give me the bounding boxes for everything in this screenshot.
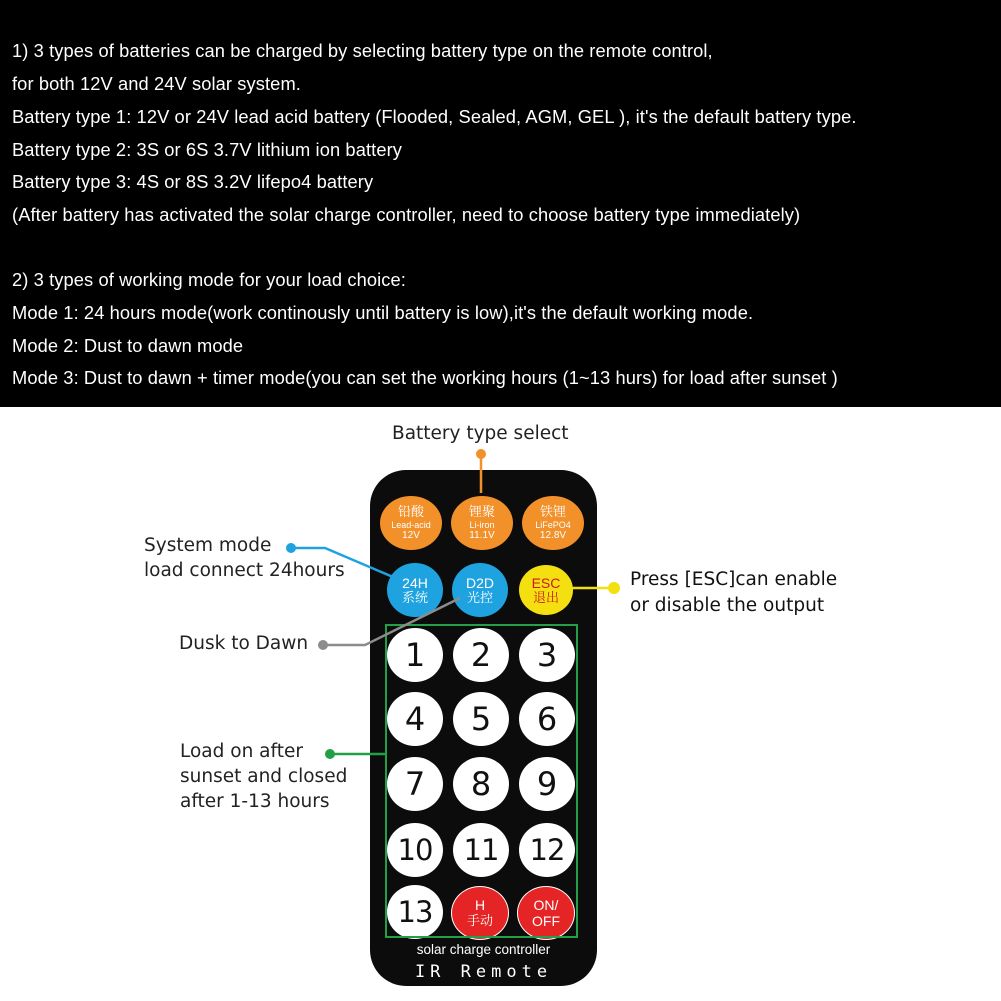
intro-line-2: for both 12V and 24V solar system. xyxy=(12,73,301,94)
lifepo4-button[interactable] xyxy=(522,496,584,550)
li-ion-cn-label: 锂聚 xyxy=(468,504,495,520)
instruction-panel xyxy=(0,0,1001,407)
number-button-11[interactable]: 11 xyxy=(453,823,509,877)
intro-line-1: 1) 3 types of batteries can be charged by selecting battery type on the remote control, xyxy=(12,40,713,61)
lead-acid-voltage: 12V xyxy=(402,529,420,541)
number-button-7[interactable]: 7 xyxy=(387,757,443,811)
number-button-4[interactable]: 4 xyxy=(387,692,443,746)
intro-line-5: Battery type 3: 4S or 8S 3.2V lifepo4 battery xyxy=(12,171,374,192)
esc-callout-line1: Press [ESC]can enable xyxy=(630,569,838,590)
remote-footer-title: IR Remote xyxy=(414,962,553,982)
lead-acid-en-label: Lead-acid xyxy=(391,519,431,530)
intro-line-3: Battery type 1: 12V or 24V lead acid battery (Flooded, Sealed, AGM, GEL ), it's the default battery type. xyxy=(12,106,857,127)
mode-24h-button[interactable] xyxy=(387,563,443,617)
number-button-10[interactable]: 10 xyxy=(387,823,443,877)
on-label: ON/ xyxy=(533,897,559,913)
number-button-1[interactable]: 1 xyxy=(387,628,443,682)
dusk-to-dawn-callout: Dusk to Dawn xyxy=(179,633,309,654)
hour-label: H xyxy=(474,897,486,913)
number-button-12[interactable]: 12 xyxy=(519,823,575,877)
li-ion-button[interactable] xyxy=(451,496,513,550)
mode-d2d-label: D2D xyxy=(465,574,494,591)
intro-line-10: Mode 3: Dust to dawn + timer mode(you can set the working hours (1~13 hurs) for load after sunset ) xyxy=(12,367,838,388)
battery-type-callout: Battery type select xyxy=(392,423,569,444)
li-ion-voltage: 11.1V xyxy=(469,529,495,541)
system-mode-callout-line1: System mode xyxy=(144,535,272,556)
li-ion-en-label: Li-iron xyxy=(469,519,495,530)
lifepo4-en-label: LiFePO4 xyxy=(535,519,571,530)
mode-24h-label: 24H xyxy=(402,574,428,591)
intro-line-4: Battery type 2: 3S or 6S 3.7V lithium ion battery xyxy=(12,139,403,160)
load-on-callout-line1: Load on after xyxy=(180,741,303,762)
esc-button[interactable] xyxy=(519,565,573,615)
esc-callout-line2: or disable the output xyxy=(630,595,825,616)
battery-leader-dot xyxy=(476,449,486,459)
intro-line-8: Mode 1: 24 hours mode(work continously until battery is low),it's the default working mode. xyxy=(12,302,754,323)
intro-line-7: 2) 3 types of working mode for your load choice: xyxy=(12,269,406,290)
intro-line-6: (After battery has activated the solar charge controller, need to choose battery type immediately) xyxy=(12,204,801,225)
load-on-callout-line2: sunset and closed xyxy=(180,766,348,787)
remote-footer-text: solar charge controller xyxy=(416,942,551,957)
load-on-leader-dot xyxy=(325,749,335,759)
load-on-callout-line3: after 1-13 hours xyxy=(180,791,330,812)
dusk-leader-dot xyxy=(318,640,328,650)
esc-label: ESC xyxy=(531,574,561,591)
esc-cn-label: 退出 xyxy=(532,590,559,606)
timer-buttons-frame xyxy=(385,624,578,938)
lifepo4-cn-label: 铁锂 xyxy=(539,504,566,520)
system-mode-callout-line2: load connect 24hours xyxy=(144,560,345,581)
hour-cn-label: 手动 xyxy=(466,914,493,929)
esc-leader-dot xyxy=(608,582,620,594)
lead-acid-cn-label: 铅酸 xyxy=(397,504,424,520)
mode-d2d-button[interactable] xyxy=(452,563,508,617)
number-button-3[interactable]: 3 xyxy=(519,628,575,682)
lead-acid-button[interactable] xyxy=(380,496,442,550)
intro-line-9: Mode 2: Dust to dawn mode xyxy=(12,335,244,356)
system-mode-leader-dot xyxy=(286,543,296,553)
off-label: OFF xyxy=(532,913,560,929)
number-button-2[interactable]: 2 xyxy=(453,628,509,682)
number-button-9[interactable]: 9 xyxy=(519,757,575,811)
mode-24h-cn-label: 系统 xyxy=(401,590,428,606)
number-button-5[interactable]: 5 xyxy=(453,692,509,746)
lifepo4-voltage: 12.8V xyxy=(539,529,567,541)
number-button-6[interactable]: 6 xyxy=(519,692,575,746)
number-button-8[interactable]: 8 xyxy=(453,757,509,811)
number-button-13[interactable]: 13 xyxy=(387,885,443,939)
mode-d2d-cn-label: 光控 xyxy=(466,590,493,606)
